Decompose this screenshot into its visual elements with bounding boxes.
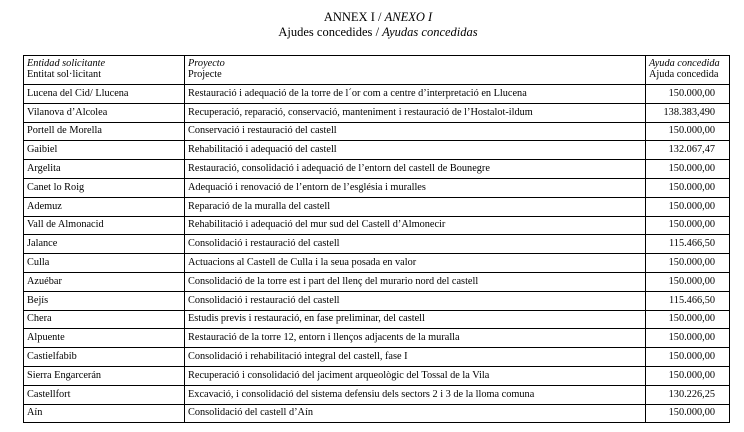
table-row: [24, 291, 730, 310]
entity-cell: Gaibiel: [24, 141, 185, 160]
project-cell: Excavació, i consolidació del sistema defensiu dels sectors 2 i 3 de la lloma comuna: [185, 385, 646, 404]
project-cell: Adequació i renovació de l’entorn de l’església i muralles: [185, 178, 646, 197]
table-row: [24, 141, 730, 160]
amount-cell: 150.000,00: [646, 254, 730, 273]
table-row: [24, 85, 730, 104]
amount-cell: 115.466,50: [646, 291, 730, 310]
project-cell: Recuperació, reparació, conservació, manteniment i restauració de l’Hostalot-ildum: [185, 103, 646, 122]
amount-cell: 138.383,490: [646, 103, 730, 122]
column-header-entity-ca: Entitat sol·licitant: [27, 69, 102, 80]
table-row: [24, 272, 730, 291]
project-cell: Conservació i restauració del castell: [185, 122, 646, 141]
annex-subtitle-es: Ayudas concedidas: [382, 25, 478, 39]
entity-cell: Bejís: [24, 291, 185, 310]
project-cell: Recuperació i consolidació del jaciment arqueològic del Tossal de la Vila: [185, 366, 646, 385]
amount-cell: 130.226,25: [646, 385, 730, 404]
amount-cell: 150.000,00: [646, 178, 730, 197]
entity-cell: Ademuz: [24, 197, 185, 216]
entity-cell: Alpuente: [24, 329, 185, 348]
project-cell: Estudis previs i restauració, en fase preliminar, del castell: [185, 310, 646, 329]
table-row: [24, 216, 730, 235]
entity-cell: Argelita: [24, 160, 185, 179]
table-row: [24, 235, 730, 254]
project-cell: Rehabilitació i adequació del mur sud del Castell d’Almonecir: [185, 216, 646, 235]
grants-table: [23, 55, 730, 423]
amount-cell: 150.000,00: [646, 85, 730, 104]
column-header-project-ca: Projecte: [188, 69, 222, 80]
project-cell: Consolidació i restauració del castell: [185, 235, 646, 254]
entity-cell: Aín: [24, 404, 185, 423]
amount-cell: 150.000,00: [646, 366, 730, 385]
annex-subtitle-separator: /: [372, 25, 383, 39]
entity-cell: Chera: [24, 310, 185, 329]
document-header: [0, 10, 744, 40]
annex-title-separator: /: [374, 10, 385, 24]
entity-cell: Canet lo Roig: [24, 178, 185, 197]
project-cell: Actuacions al Castell de Culla i la seua posada en valor: [185, 254, 646, 273]
amount-cell: 150.000,00: [646, 404, 730, 423]
project-cell: Consolidació del castell d’Aín: [185, 404, 646, 423]
entity-cell: Jalance: [24, 235, 185, 254]
amount-cell: 150.000,00: [646, 348, 730, 367]
entity-cell: Castielfabib: [24, 348, 185, 367]
project-cell: Consolidació i restauració del castell: [185, 291, 646, 310]
table-row: [24, 404, 730, 423]
table-row: [24, 178, 730, 197]
amount-cell: 132.067,47: [646, 141, 730, 160]
table-row: [24, 103, 730, 122]
project-cell: Rehabilitació i adequació del castell: [185, 141, 646, 160]
column-header-project: [185, 56, 646, 85]
entity-cell: Vilanova d’Alcolea: [24, 103, 185, 122]
entity-cell: Azuébar: [24, 272, 185, 291]
entity-cell: Castellfort: [24, 385, 185, 404]
table-row: [24, 197, 730, 216]
amount-cell: 150.000,00: [646, 329, 730, 348]
annex-title-es: ANEXO I: [384, 10, 433, 24]
table-row: [24, 385, 730, 404]
column-header-amount-ca: Ajuda concedida: [649, 69, 719, 80]
amount-cell: 115.466,50: [646, 235, 730, 254]
table-row: [24, 348, 730, 367]
annex-title-ca: ANNEX I: [323, 10, 375, 24]
entity-cell: Vall de Almonacid: [24, 216, 185, 235]
project-cell: Restauració, consolidació i adequació de l’entorn del castell de Bounegre: [185, 160, 646, 179]
amount-cell: 150.000,00: [646, 197, 730, 216]
column-header-entity-es: Entidad solicitante: [27, 58, 106, 69]
project-cell: Consolidació de la torre est i part del llenç del murario nord del castell: [185, 272, 646, 291]
column-header-amount: [646, 56, 730, 85]
annex-title: [0, 10, 744, 25]
table-header-row: [24, 56, 730, 85]
table-row: [24, 366, 730, 385]
amount-cell: 150.000,00: [646, 160, 730, 179]
entity-cell: Culla: [24, 254, 185, 273]
column-header-amount-es: Ayuda concedida: [649, 58, 720, 69]
entity-cell: Lucena del Cid/ Llucena: [24, 85, 185, 104]
table-row: [24, 122, 730, 141]
column-header-project-es: Proyecto: [188, 58, 225, 69]
annex-subtitle: [0, 25, 744, 40]
table-row: [24, 160, 730, 179]
entity-cell: Portell de Morella: [24, 122, 185, 141]
amount-cell: 150.000,00: [646, 310, 730, 329]
project-cell: Reparació de la muralla del castell: [185, 197, 646, 216]
table-row: [24, 310, 730, 329]
amount-cell: 150.000,00: [646, 216, 730, 235]
table-row: [24, 329, 730, 348]
amount-cell: 150.000,00: [646, 272, 730, 291]
project-cell: Restauració i adequació de la torre de l´or com a centre d’interpretació en Llucena: [185, 85, 646, 104]
annex-subtitle-ca: Ajudes concedides: [278, 25, 373, 39]
table-row: [24, 254, 730, 273]
entity-cell: Sierra Engarcerán: [24, 366, 185, 385]
column-header-entity: [24, 56, 185, 85]
amount-cell: 150.000,00: [646, 122, 730, 141]
project-cell: Restauració de la torre 12, entorn i llenços adjacents de la muralla: [185, 329, 646, 348]
project-cell: Consolidació i rehabilitació integral del castell, fase I: [185, 348, 646, 367]
